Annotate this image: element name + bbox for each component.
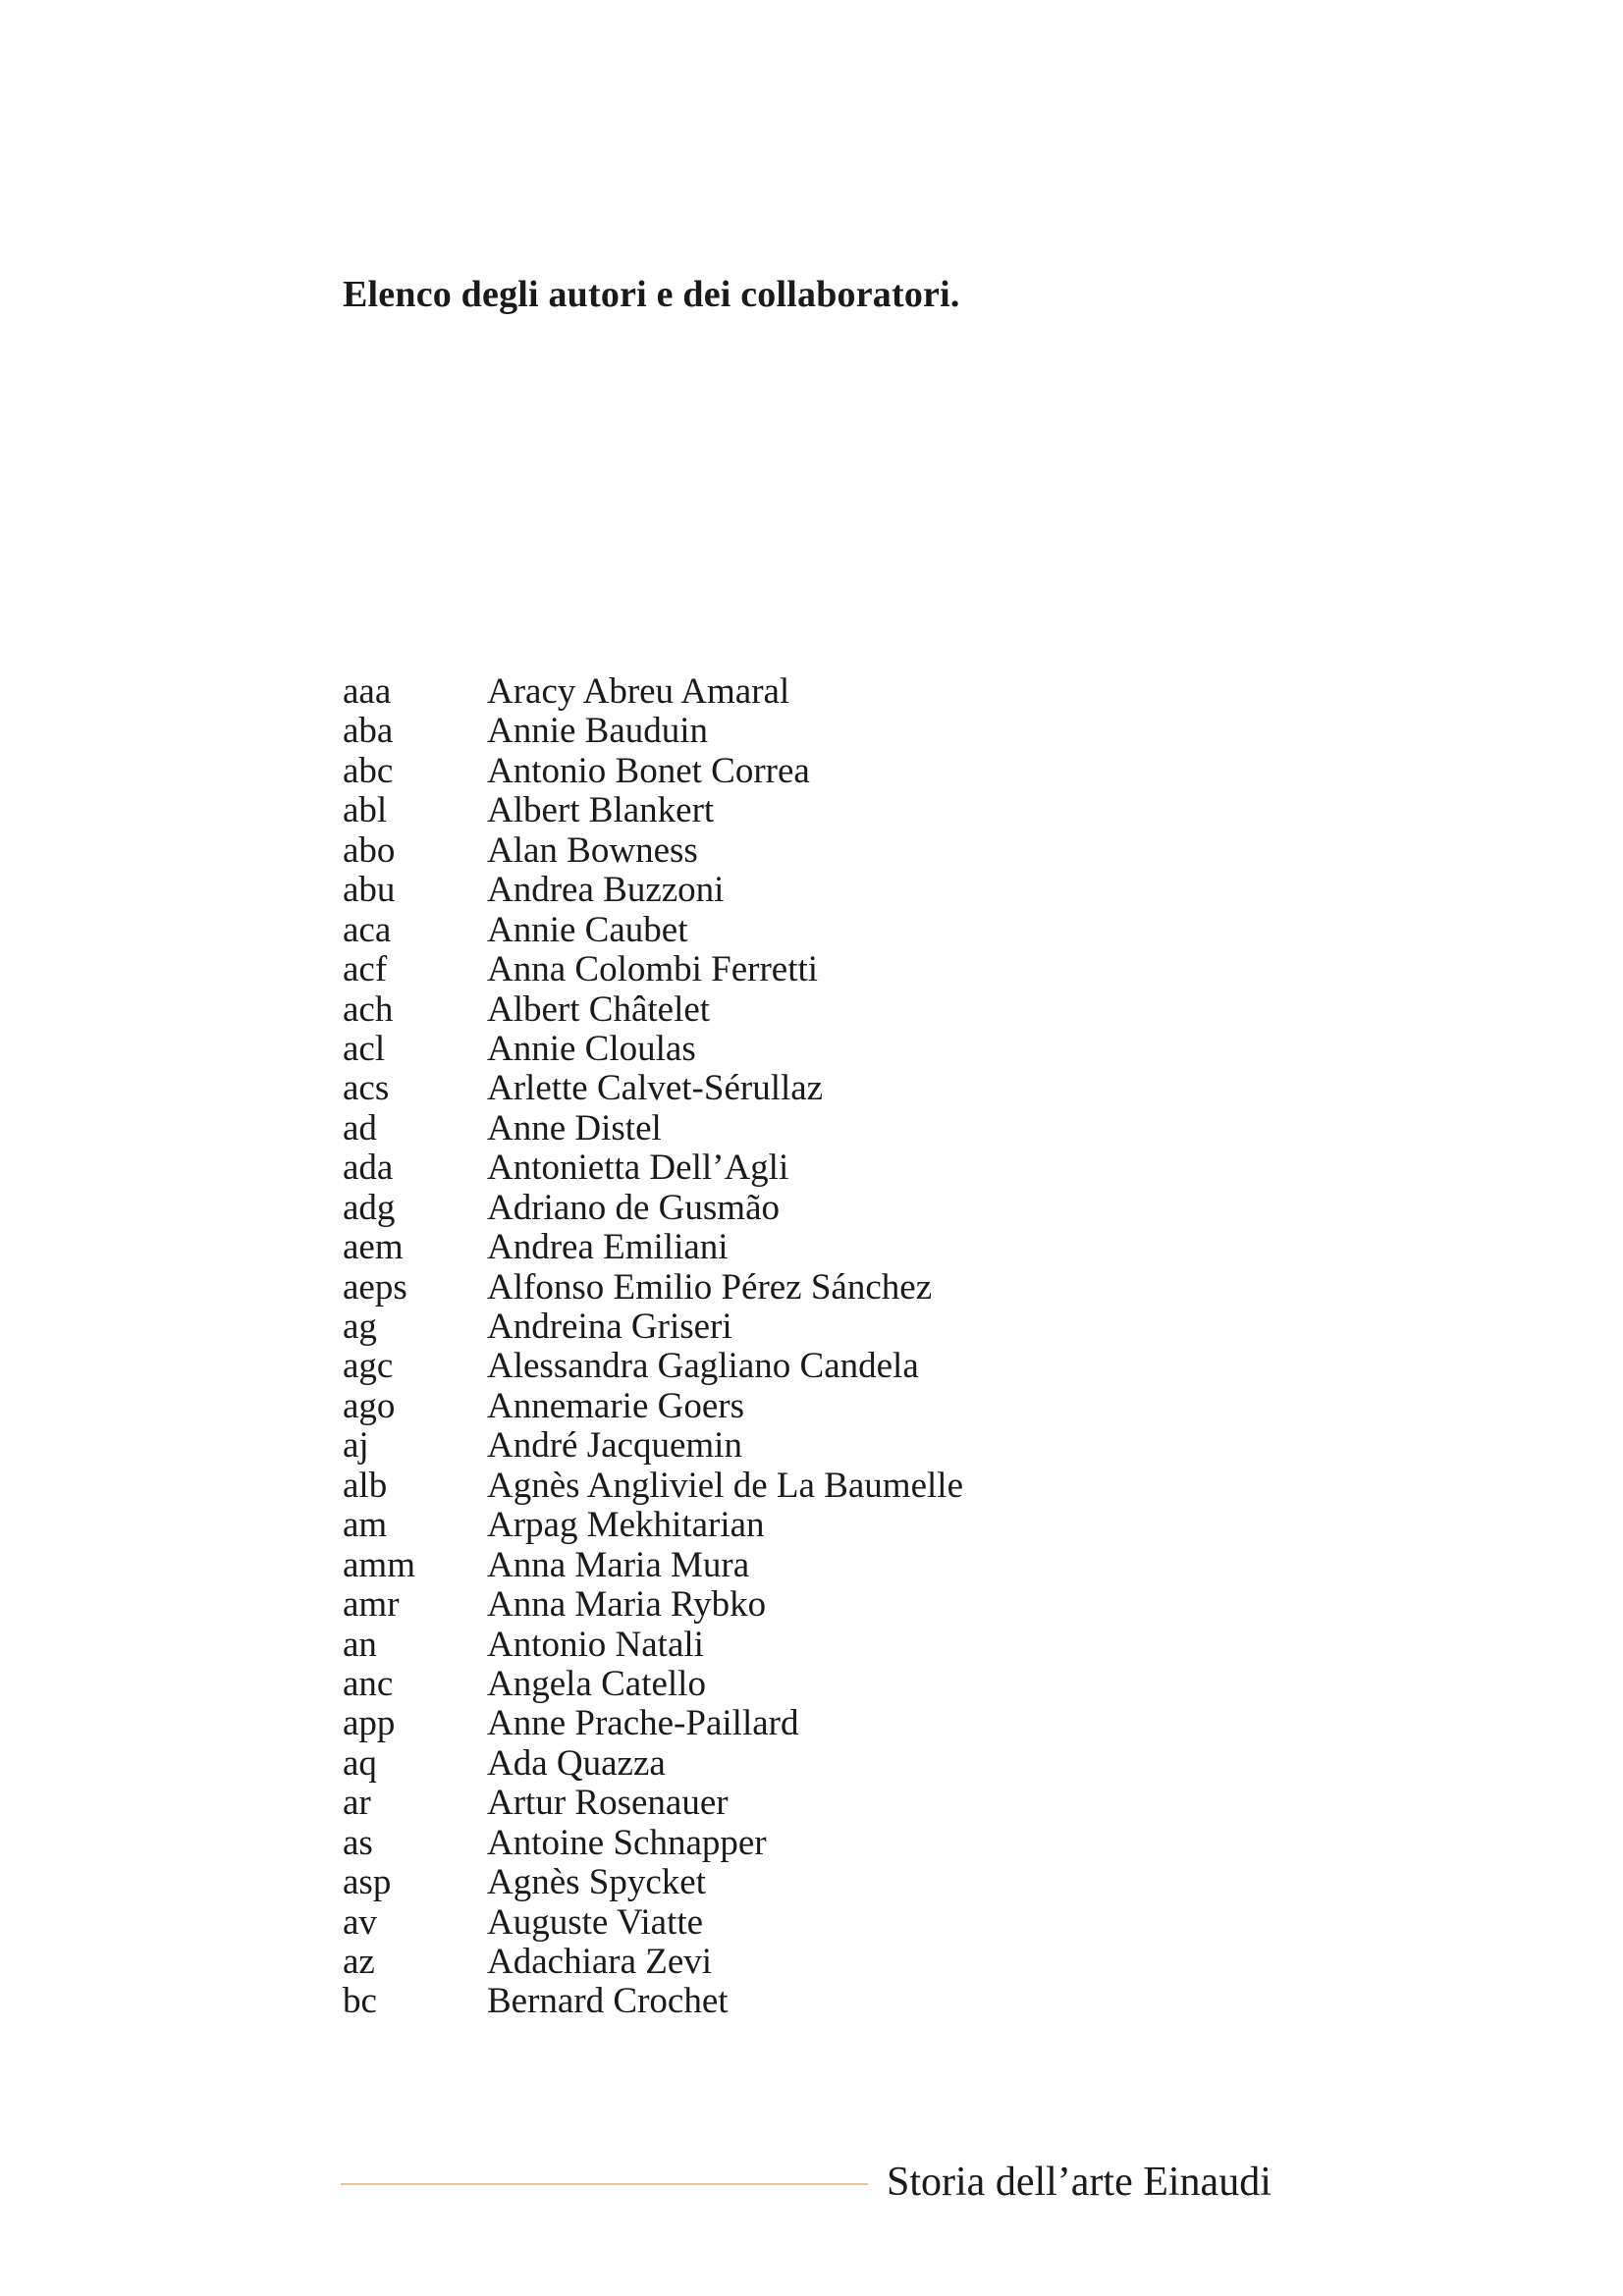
author-name: Annemarie Goers [487,1385,744,1426]
author-row [343,950,963,989]
author-name: Arpag Mekhitarian [487,1505,765,1546]
author-code: agc [343,1346,394,1387]
author-name: Artur Rosenauer [487,1783,729,1824]
author-code: asp [343,1862,392,1903]
author-code: aba [343,711,394,752]
author-code: abc [343,750,394,791]
author-name: Annie Caubet [487,909,688,950]
author-row [343,1467,963,1506]
author-row [343,1506,963,1545]
author-name: Anna Maria Rybko [487,1584,767,1626]
author-row [343,1824,963,1863]
author-row [343,1546,963,1585]
author-code: av [343,1901,377,1943]
author-row [343,752,963,791]
author-row [343,1626,963,1665]
author-name: Adachiara Zevi [487,1942,713,1982]
author-row [343,1347,963,1386]
author-row [343,1228,963,1267]
author-code: aeps [343,1266,407,1308]
author-name: Albert Blankert [487,790,715,831]
author-name: Alessandra Gagliano Candela [487,1346,919,1387]
author-name: Agnès Angliviel de La Baumelle [487,1465,963,1506]
author-name: Bernard Crochet [487,1981,729,2022]
author-name: Annie Bauduin [487,711,709,752]
author-name: Andreina Griseri [487,1307,732,1347]
author-row [343,791,963,830]
author-row [343,1268,963,1308]
authors-list [343,672,963,2022]
author-row [343,672,963,712]
author-row [343,911,963,950]
author-code: acs [343,1068,390,1109]
author-name: Andrea Emiliani [487,1227,729,1268]
author-name: Ada Quazza [487,1742,666,1784]
author-name: Angela Catello [487,1663,706,1704]
author-code: an [343,1624,377,1665]
author-row [343,871,963,910]
author-row [343,1189,963,1228]
author-name: Albert Châtelet [487,988,711,1030]
author-name: Arlette Calvet-Sérullaz [487,1068,824,1109]
author-name: Alan Bowness [487,829,698,871]
author-code: ada [343,1148,394,1189]
author-name: Adriano de Gusmão [487,1187,780,1228]
author-code: acl [343,1028,386,1069]
author-row [343,1744,963,1784]
author-name: Alfonso Emilio Pérez Sánchez [487,1266,933,1308]
author-row [343,1069,963,1108]
author-code: aq [343,1742,377,1784]
page-title: Elenco degli autori e dei collaboratori. [343,274,960,315]
author-code: acf [343,949,388,990]
author-row [343,1704,963,1743]
author-code: anc [343,1663,394,1704]
author-name: André Jacquemin [487,1425,742,1467]
author-code: aj [343,1425,369,1467]
author-name: Antonio Natali [487,1624,704,1665]
author-row [343,1863,963,1902]
author-row [343,712,963,751]
author-code: am [343,1505,388,1546]
author-name: Anne Distel [487,1107,662,1148]
author-code: alb [343,1465,388,1506]
author-row [343,1665,963,1704]
footer-title: Storia dell’arte Einaudi [887,2160,1271,2205]
author-code: app [343,1703,396,1744]
author-row [343,1903,963,1943]
author-row [343,1784,963,1823]
author-code: as [343,1822,373,1863]
author-code: ag [343,1307,377,1347]
author-row [343,1943,963,1982]
author-code: abu [343,870,396,911]
author-code: aca [343,909,392,950]
author-code: abo [343,829,396,871]
author-name: Anna Colombi Ferretti [487,949,819,990]
author-code: aem [343,1227,404,1268]
author-row [343,1148,963,1188]
author-row [343,1030,963,1069]
author-name: Annie Cloulas [487,1028,696,1069]
author-name: Antoine Schnapper [487,1822,767,1863]
author-name: Auguste Viatte [487,1901,704,1943]
author-row [343,1308,963,1347]
author-name: Anne Prache-Paillard [487,1703,799,1744]
footer-rule [341,2183,868,2185]
author-row [343,990,963,1030]
author-row [343,1426,963,1466]
author-code: ar [343,1783,371,1824]
author-code: ach [343,988,394,1030]
author-name: Andrea Buzzoni [487,870,725,911]
author-name: Antonio Bonet Correa [487,750,810,791]
author-code: az [343,1942,375,1982]
author-row [343,1387,963,1426]
author-code: aaa [343,671,392,712]
author-code: amr [343,1584,400,1626]
author-code: ad [343,1107,377,1148]
author-row [343,831,963,871]
author-code: ago [343,1385,396,1426]
author-name: Aracy Abreu Amaral [487,671,790,712]
author-name: Antonietta Dell’Agli [487,1148,789,1189]
author-code: amm [343,1544,415,1585]
author-row [343,1109,963,1148]
author-code: abl [343,790,388,831]
author-code: bc [343,1981,377,2022]
author-name: Anna Maria Mura [487,1544,750,1585]
author-name: Agnès Spycket [487,1862,706,1903]
author-code: adg [343,1187,396,1228]
author-row [343,1982,963,2021]
author-row [343,1585,963,1625]
